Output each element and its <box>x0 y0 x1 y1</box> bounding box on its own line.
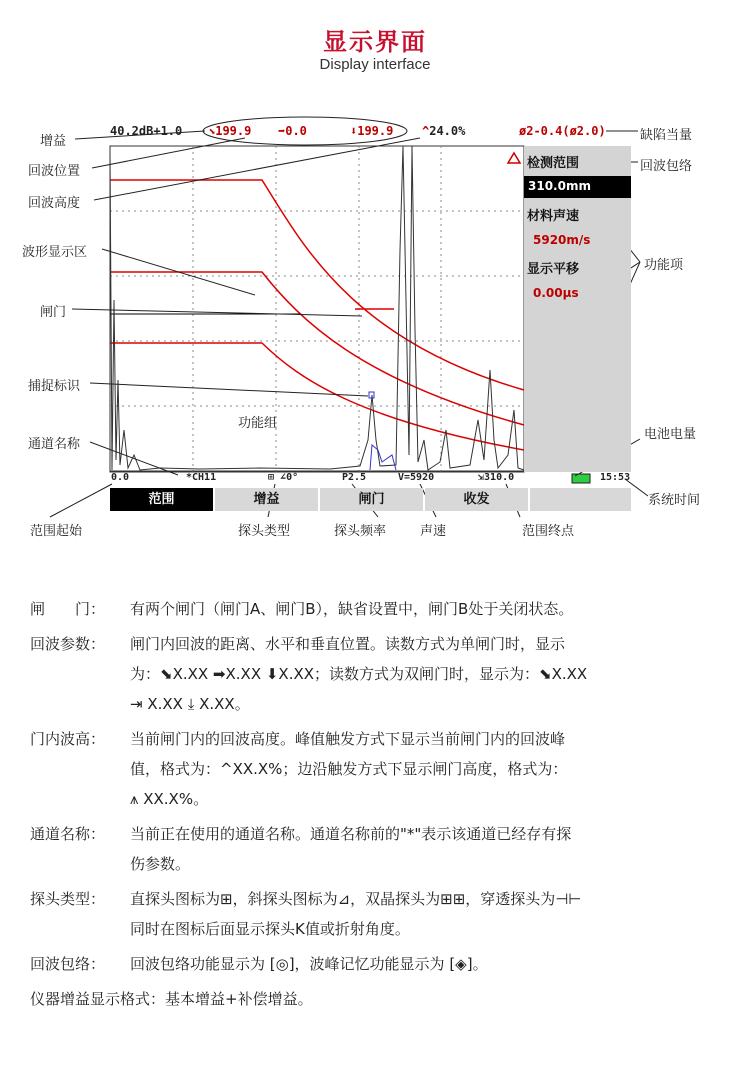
description-body <box>130 884 720 944</box>
callout-function-item: 功能项 <box>644 258 684 273</box>
shift-value: 0.00μs <box>533 286 579 300</box>
range-label[interactable]: 检测范围 <box>527 156 580 171</box>
callout-range-start: 范围起始 <box>30 524 83 539</box>
description-line: 当前闸门内的回波高度。峰值触发方式下显示当前闸门内的回波峰 <box>130 730 566 748</box>
description-line: 闸门内回波的距离、水平和垂直位置。读数方式为单闸门时，显示 <box>130 635 566 653</box>
horizontal-readout: ➡0.0 <box>278 124 307 138</box>
callout-echo-envelope: 回波包络 <box>640 159 693 174</box>
tab-range[interactable]: 范围 <box>110 488 213 511</box>
range-end-number: 310.0 <box>484 472 515 483</box>
system-time: 15:53 <box>600 472 631 483</box>
description-line: 伤参数。 <box>130 855 191 873</box>
height-value: 24.0% <box>429 124 466 138</box>
description-item <box>30 819 730 879</box>
callout-echo-height: 回波高度 <box>28 196 81 211</box>
description-item <box>30 884 730 944</box>
probe-frequency: P2.5 <box>342 472 367 483</box>
tab-gate[interactable]: 闸门 <box>320 488 423 511</box>
description-line: 回波包络功能显示为 [◎]，波峰记忆功能显示为 [◈]。 <box>130 955 488 973</box>
function-group-label: 功能组 <box>238 416 278 431</box>
probe-angle: 0° <box>286 472 299 483</box>
callout-probe-frequency: 探头频率 <box>334 524 387 539</box>
callout-defect-equivalent: 缺陷当量 <box>640 128 693 143</box>
callout-channel-name: 通道名称 <box>28 437 81 452</box>
callout-gain: 增益 <box>40 134 67 149</box>
description-body <box>130 949 720 979</box>
vertical-readout: ⬇199.9 <box>350 124 394 138</box>
range-end-value: ⇲310.0 <box>478 472 515 483</box>
description-line: 直探头图标为⊞，斜探头图标为⊿，双晶探头为⊞⊞，穿透探头为⊣⊢ <box>130 890 582 908</box>
velocity-label[interactable]: 材料声速 <box>527 209 580 224</box>
callout-capture: 捕捉标识 <box>28 379 81 394</box>
tab-blank <box>530 488 631 511</box>
description-line: 仪器增益显示格式：基本增益+补偿增益。 <box>30 990 313 1008</box>
description-item <box>30 724 730 814</box>
description-key: 闸 门： <box>30 600 106 618</box>
description-key: 探头类型： <box>30 890 106 908</box>
description-key: 回波参数： <box>30 635 106 653</box>
page-subtitle: Display interface <box>319 56 431 73</box>
velocity-value: 5920m/s <box>533 233 591 247</box>
callout-waveform-area: 波形显示区 <box>22 245 88 260</box>
description-line: ⇥ X.XX ⤓ X.XX。 <box>130 695 250 713</box>
probe-type: ⊞ ∠0° <box>268 472 299 483</box>
description-line: 值，格式为：^XX.X%；边沿触发方式下显示闸门高度，格式为： <box>130 760 568 778</box>
callout-sound-velocity: 声速 <box>420 524 447 539</box>
callout-battery: 电池电量 <box>644 427 697 442</box>
description-line: 有两个闸门（闸门A、闸门B），缺省设置中，闸门B处于关闭状态。 <box>130 600 574 618</box>
description-item <box>30 629 730 719</box>
page-title: 显示界面 <box>323 28 427 56</box>
description-line: ⩚ XX.X%。 <box>130 790 209 808</box>
callout-gate: 闸门 <box>40 305 67 320</box>
callout-system-time: 系统时间 <box>648 493 701 508</box>
description-body <box>130 594 720 624</box>
description-item <box>30 594 730 624</box>
description-body <box>130 819 720 879</box>
range-value: 310.0mm <box>528 179 591 193</box>
height-readout: ^24.0% <box>422 124 466 138</box>
description-key: 回波包络： <box>30 955 106 973</box>
vertical-value: 199.9 <box>357 124 394 138</box>
tab-gain[interactable]: 增益 <box>215 488 318 511</box>
horizontal-value: 0.0 <box>285 124 307 138</box>
range-start-value: 0.0 <box>111 472 130 483</box>
gain-readout: 40.2dB+1.0 <box>110 124 183 138</box>
callout-echo-position: 回波位置 <box>28 164 81 179</box>
channel-name: *CH11 <box>186 472 217 483</box>
description-item <box>30 949 730 979</box>
description-line: 当前正在使用的通道名称。通道名称前的"*"表示该通道已经存有探 <box>130 825 572 843</box>
distance-value: 199.9 <box>215 124 252 138</box>
description-line: 同时在图标后面显示探头K值或折射角度。 <box>130 920 410 938</box>
description-body <box>130 724 720 814</box>
description-body <box>130 629 720 719</box>
tab-transmit[interactable]: 收发 <box>425 488 528 511</box>
description-key: 门内波高： <box>30 730 106 748</box>
description-line: 为：⬊X.XX ➡X.XX ⬇X.XX；读数方式为双闸门时，显示为：⬊X.XX <box>130 665 588 683</box>
distance-readout: ⬊199.9 <box>208 124 252 138</box>
shift-label[interactable]: 显示平移 <box>527 262 580 277</box>
callout-range-end: 范围终点 <box>522 524 575 539</box>
description-item <box>30 984 730 1014</box>
sound-velocity: V=5920 <box>398 472 435 483</box>
callout-probe-type: 探头类型 <box>238 524 291 539</box>
defect-readout: ø2-0.4(ø2.0) <box>519 124 606 138</box>
description-key: 通道名称： <box>30 825 106 843</box>
